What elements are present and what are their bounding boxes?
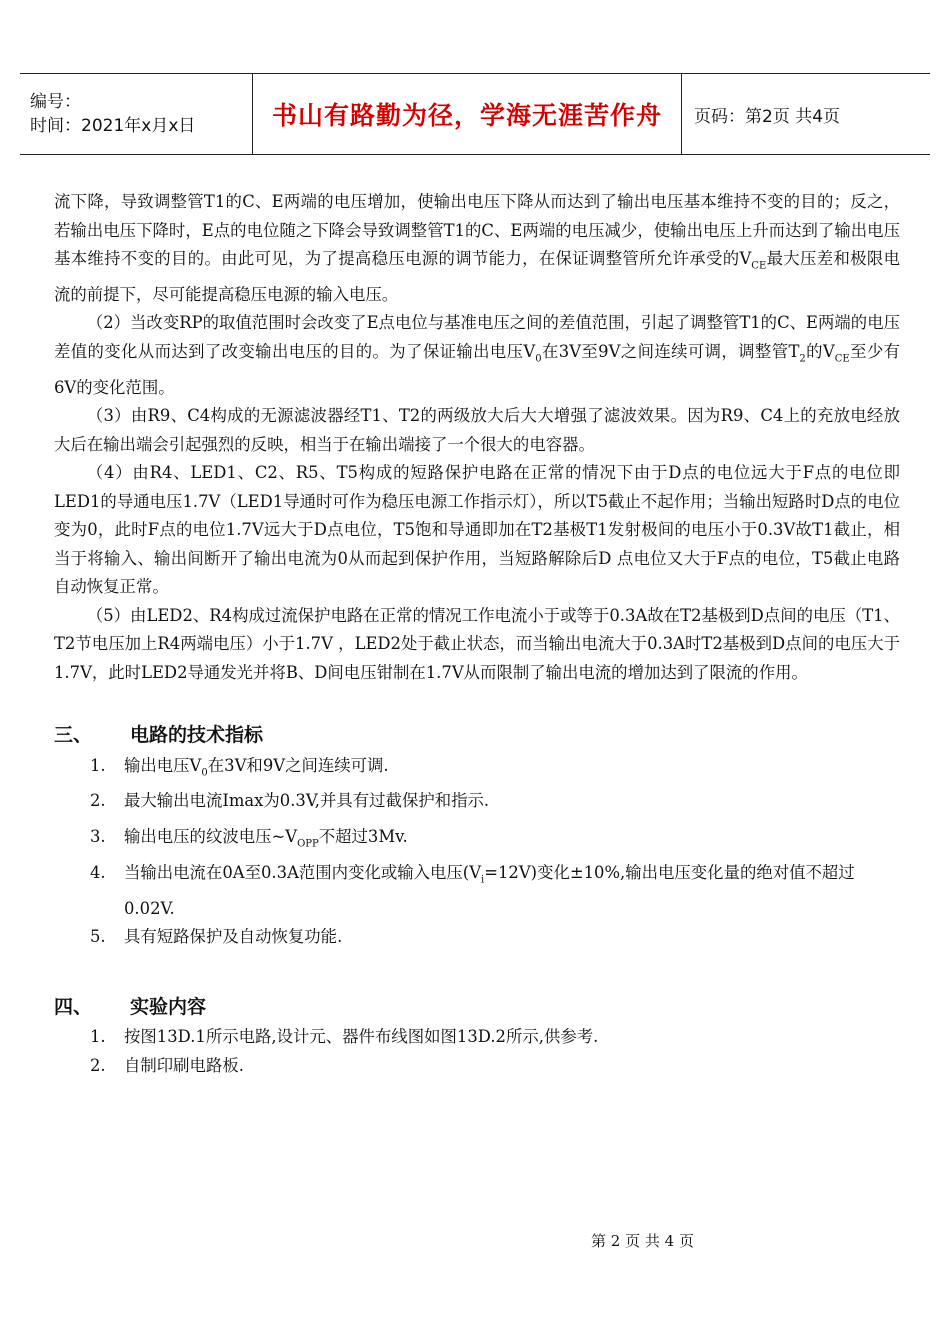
header-meta — [20, 74, 252, 154]
section-4-heading — [54, 993, 900, 1022]
section-4-list — [54, 1023, 900, 1080]
section-3-heading — [54, 721, 900, 750]
time-label: 时间：2021年x月x日 — [30, 116, 196, 136]
page-number-label: 页码：第2页 共4页 — [694, 106, 841, 127]
paragraph-5: （5）由LED2、R4构成过流保护电路在正常的情况工作电流小于或等于0.3A故在T2基极到D点间的电压（T1、T2节电压加上R4两端电压）小于1.7V ，LED2处于截止状态，而当输出电流大于0.3A时T2基极到D点间的电压大于1.7V，此时LED2导通发光并将B、D间电压钳制在1.7V从而限制了输出电流的增加达到了限流的作用。 — [54, 605, 900, 682]
paragraph-1: 流下降，导致调整管T1的C、E两端的电压增加，使输出电压下降从而达到了输出电压基本维持不变的目的；反之，若输出电压下降时，E点的电位随之下降会导致调整管T1的C、E两端的电压减少，使输出电压上升而达到了输出电压基本维持不变的目的。由此可见，为了提高稳压电源的调节能力，在保证调整管所允许承受的$V_{CE}$最大压差和极限电流的前提下，尽可能提高稳压电源的输入电压。 — [54, 192, 900, 304]
paragraph-2: （2）当改变RP的取值范围时会改变了E点电位与基准电压之间的差值范围，引起了调整管T1的C、E两端的电压差值的变化从而达到了改变输出电压的目的。为了保证输出电压$V_0$在3V至9V之间连续可调，调整管$T_2$的$V_{CE}$至少有6V的变化范围。 — [54, 313, 900, 397]
list-item: 3. 输出电压的纹波电压$\sim V_{OPP}$不超过3Mv. — [90, 827, 408, 850]
header-page-cell — [682, 74, 930, 154]
header-motto-cell — [252, 74, 682, 154]
section-3-number: 三、 — [54, 724, 93, 747]
list-item: 2. 自制印刷电路板. — [90, 1055, 244, 1075]
serial-label: 编号： — [30, 92, 81, 112]
list-item: 4. 当输出电流在0A至0.3A范围内变化或输入电压$(V_i=12V)$变化±10%,输出电压变化量的绝对值不超过0.02V. — [90, 862, 855, 918]
paragraph-3: （3）由R9、C4构成的无源滤波器经T1、T2的两级放大后大大增强了滤波效果。因为R9、C4上的充放电经放大后在输出端会引起强烈的反映，相当于在输出端接了一个很大的电容器。 — [54, 406, 900, 454]
list-item: 2. 最大输出电流Imax为0.3V,并具有过截保护和指示. — [90, 791, 490, 811]
section-3-list — [54, 752, 900, 959]
document-header — [20, 73, 930, 155]
section-4-title: 实验内容 — [130, 995, 207, 1018]
page-footer: 第 2 页 共 4 页 — [591, 1232, 694, 1250]
list-item: 1. 按图13D.1所示电路,设计元、器件布线图如图13D.2所示,供参考. — [90, 1027, 599, 1047]
paragraph-4: （4）由R4、LED1、C2、R5、T5构成的短路保护电路在正常的情况下由于D点的电位远大于F点的电位即LED1的导通电压1.7V（LED1导通时可作为稳压电源工作指示灯），所以T5截止不起作用；当输出短路时D点的电位变为0，此时F点的电位1.7V远大于D点电位，T5饱和导通即加在T2基极T1发射极间的电压小于0.3V故T1截止，相当于将输入、输出间断开了输出电流为0从而起到保护作用，当短路解除后D 点电位又大于F点的电位，T5截止电路自动恢复正常。 — [54, 463, 900, 597]
section-3-title: 电路的技术指标 — [130, 724, 264, 747]
list-item: 5. 具有短路保护及自动恢复功能. — [90, 927, 343, 947]
section-4-number: 四、 — [54, 995, 93, 1018]
document-body — [54, 188, 900, 1080]
list-item: 1. 输出电压$V_0$在3V和9V之间连续可调. — [90, 755, 389, 778]
motto-text: 书山有路勤为径，学海无涯苦作舟 — [271, 101, 662, 130]
